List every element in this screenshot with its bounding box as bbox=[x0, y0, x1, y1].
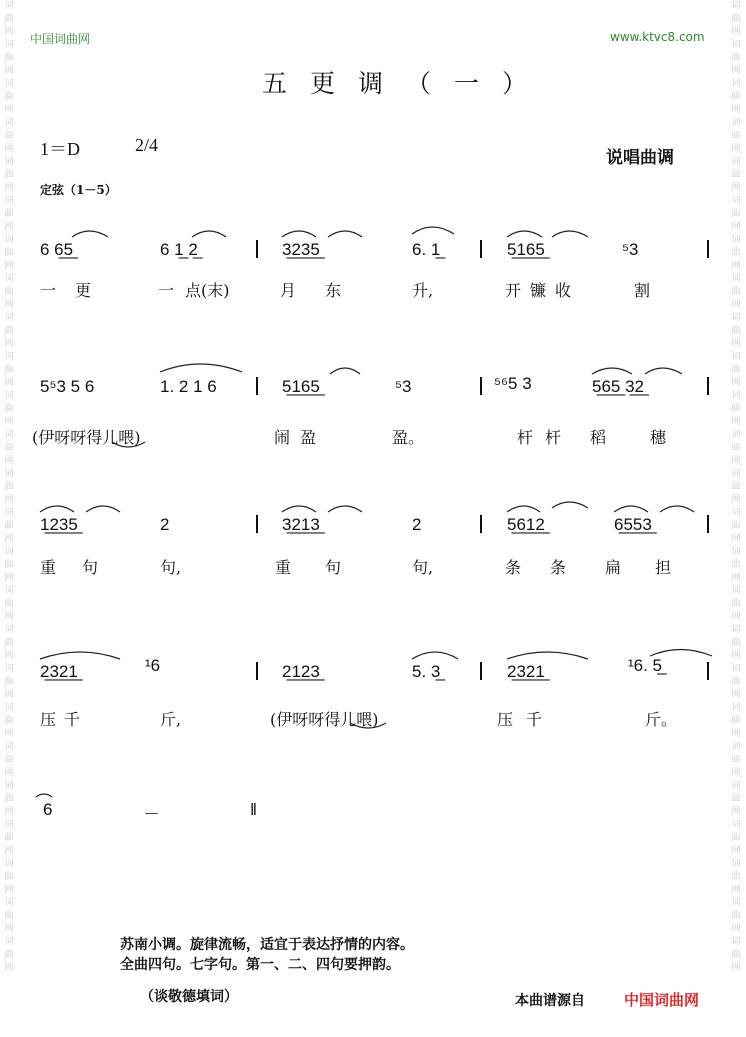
note-group: 5̲1̲6̲5̲ bbox=[282, 377, 320, 396]
watermark-left: 词曲网词曲网词曲网词曲网词曲网词曲网词曲网词曲网词曲网词曲网词曲网词曲网词曲网词曲网词曲网词曲网词曲网词曲网词曲网词曲网词曲网词曲网词曲网词曲网词曲网 bbox=[4, 1, 14, 973]
lyric: 盈。 bbox=[392, 428, 425, 447]
note-group: － bbox=[143, 805, 160, 824]
note-group: 5⁵3 5 6 bbox=[40, 377, 95, 396]
genre-label: 说唱曲调 bbox=[606, 148, 674, 168]
lyric: 点(末) bbox=[185, 281, 230, 300]
lyric: 千 bbox=[64, 710, 81, 729]
lyric: 东 bbox=[325, 281, 342, 300]
lyric: 斤。 bbox=[645, 710, 678, 729]
lyric: 重 bbox=[275, 558, 292, 577]
song-title: 五更调（一） bbox=[262, 69, 551, 98]
lyric: 镰 bbox=[530, 281, 547, 300]
key-signature: 1＝D bbox=[40, 139, 80, 159]
lyric: 收 bbox=[555, 281, 572, 300]
note-group: 5̲6̲5̲ 3̲2̲ bbox=[592, 377, 644, 396]
note-group: 1. 2 1 6 bbox=[160, 377, 217, 396]
lyric: 千 bbox=[526, 710, 543, 729]
time-signature: 2/4 bbox=[135, 135, 159, 155]
note-group: 1̲2̲3̲5̲ bbox=[40, 515, 78, 534]
lyric: 杆 bbox=[517, 428, 534, 447]
note-group: ¹6. 5̲ bbox=[628, 656, 663, 675]
note-group: 2̲1̲2̲3̲ bbox=[282, 662, 320, 681]
lyric: (伊呀呀得儿喂) bbox=[270, 710, 379, 729]
lyric: 担 bbox=[655, 558, 672, 577]
lyric: 扁 bbox=[605, 558, 622, 577]
note-group: 3̲2̲1̲3̲ bbox=[282, 515, 320, 534]
note-group: 5̲1̲6̲5̲ bbox=[507, 240, 545, 259]
lyric: 开 bbox=[505, 281, 522, 300]
note-group: 2 bbox=[160, 515, 170, 534]
lyric: 压 bbox=[40, 710, 57, 729]
source-site-link[interactable]: 中国词曲网 bbox=[624, 991, 700, 1009]
note-group: 5. 3̲ bbox=[412, 662, 441, 681]
note-group: 5̲6̲1̲2̲ bbox=[507, 515, 545, 534]
lyric: 斤, bbox=[160, 710, 182, 729]
site-url-right[interactable]: www.ktvc8.com bbox=[610, 30, 705, 44]
lyric: 盈 bbox=[300, 428, 317, 447]
lyric: 杆 bbox=[545, 428, 562, 447]
note-group: ⁵⁶5 3 bbox=[494, 374, 532, 393]
lyric: 一 bbox=[40, 281, 57, 300]
lyricist-credit: （谈敬德填词） bbox=[140, 989, 238, 1005]
note-group: 6 6̲5̲ bbox=[40, 240, 74, 259]
lyric: 升, bbox=[412, 281, 434, 300]
tuning-label: 定弦（1－5） bbox=[40, 183, 117, 197]
lyric: 句, bbox=[160, 558, 182, 577]
note-group: 6 bbox=[43, 800, 53, 819]
note-group: 6 1̲ 2̲ bbox=[160, 240, 198, 259]
lyric: (伊呀呀得儿喂) bbox=[32, 428, 141, 447]
lyric: 月 bbox=[280, 281, 297, 300]
source-label: 本曲谱源自 bbox=[515, 993, 585, 1009]
note-group: 6̲5̲5̲3̲ bbox=[614, 515, 652, 534]
description-line: 苏南小调。旋律流畅，适宜于表达抒情的内容。 bbox=[120, 937, 414, 953]
lyric: 句 bbox=[82, 558, 99, 577]
note-group: 2̲3̲2̲1̲ bbox=[40, 662, 78, 681]
site-name-left[interactable]: 中国词曲网 bbox=[30, 32, 91, 46]
lyric: 稻 bbox=[590, 428, 607, 447]
note-group: ⁵3 bbox=[622, 240, 639, 259]
note-group: 3̲2̲3̲5̲ bbox=[282, 240, 320, 259]
description-line: 全曲四句。七字句。第一、二、四句要押韵。 bbox=[120, 957, 400, 973]
lyric: 条 bbox=[505, 558, 522, 577]
lyric: 割 bbox=[634, 281, 651, 300]
lyric: 压 bbox=[497, 710, 514, 729]
note-group: 6. 1̲ bbox=[412, 240, 441, 259]
note-group: ⁵3 bbox=[395, 377, 412, 396]
note-group: 2̲3̲2̲1̲ bbox=[507, 662, 545, 681]
watermark-right: 词曲网词曲网词曲网词曲网词曲网词曲网词曲网词曲网词曲网词曲网词曲网词曲网词曲网词曲网词曲网词曲网词曲网词曲网词曲网词曲网词曲网词曲网词曲网词曲网词曲网 bbox=[731, 1, 741, 973]
lyric: 更 bbox=[75, 281, 92, 300]
lyric: 闹 bbox=[274, 428, 291, 447]
final-barline: ‖ bbox=[250, 800, 258, 819]
lyric: 重 bbox=[40, 558, 57, 577]
lyric: 一 bbox=[158, 281, 175, 300]
lyric: 句 bbox=[325, 558, 342, 577]
lyric: 条 bbox=[550, 558, 567, 577]
lyric: 穗 bbox=[650, 428, 667, 447]
note-group: 2 bbox=[412, 515, 422, 534]
note-group: ¹6 bbox=[145, 656, 161, 675]
lyric: 句, bbox=[412, 558, 434, 577]
